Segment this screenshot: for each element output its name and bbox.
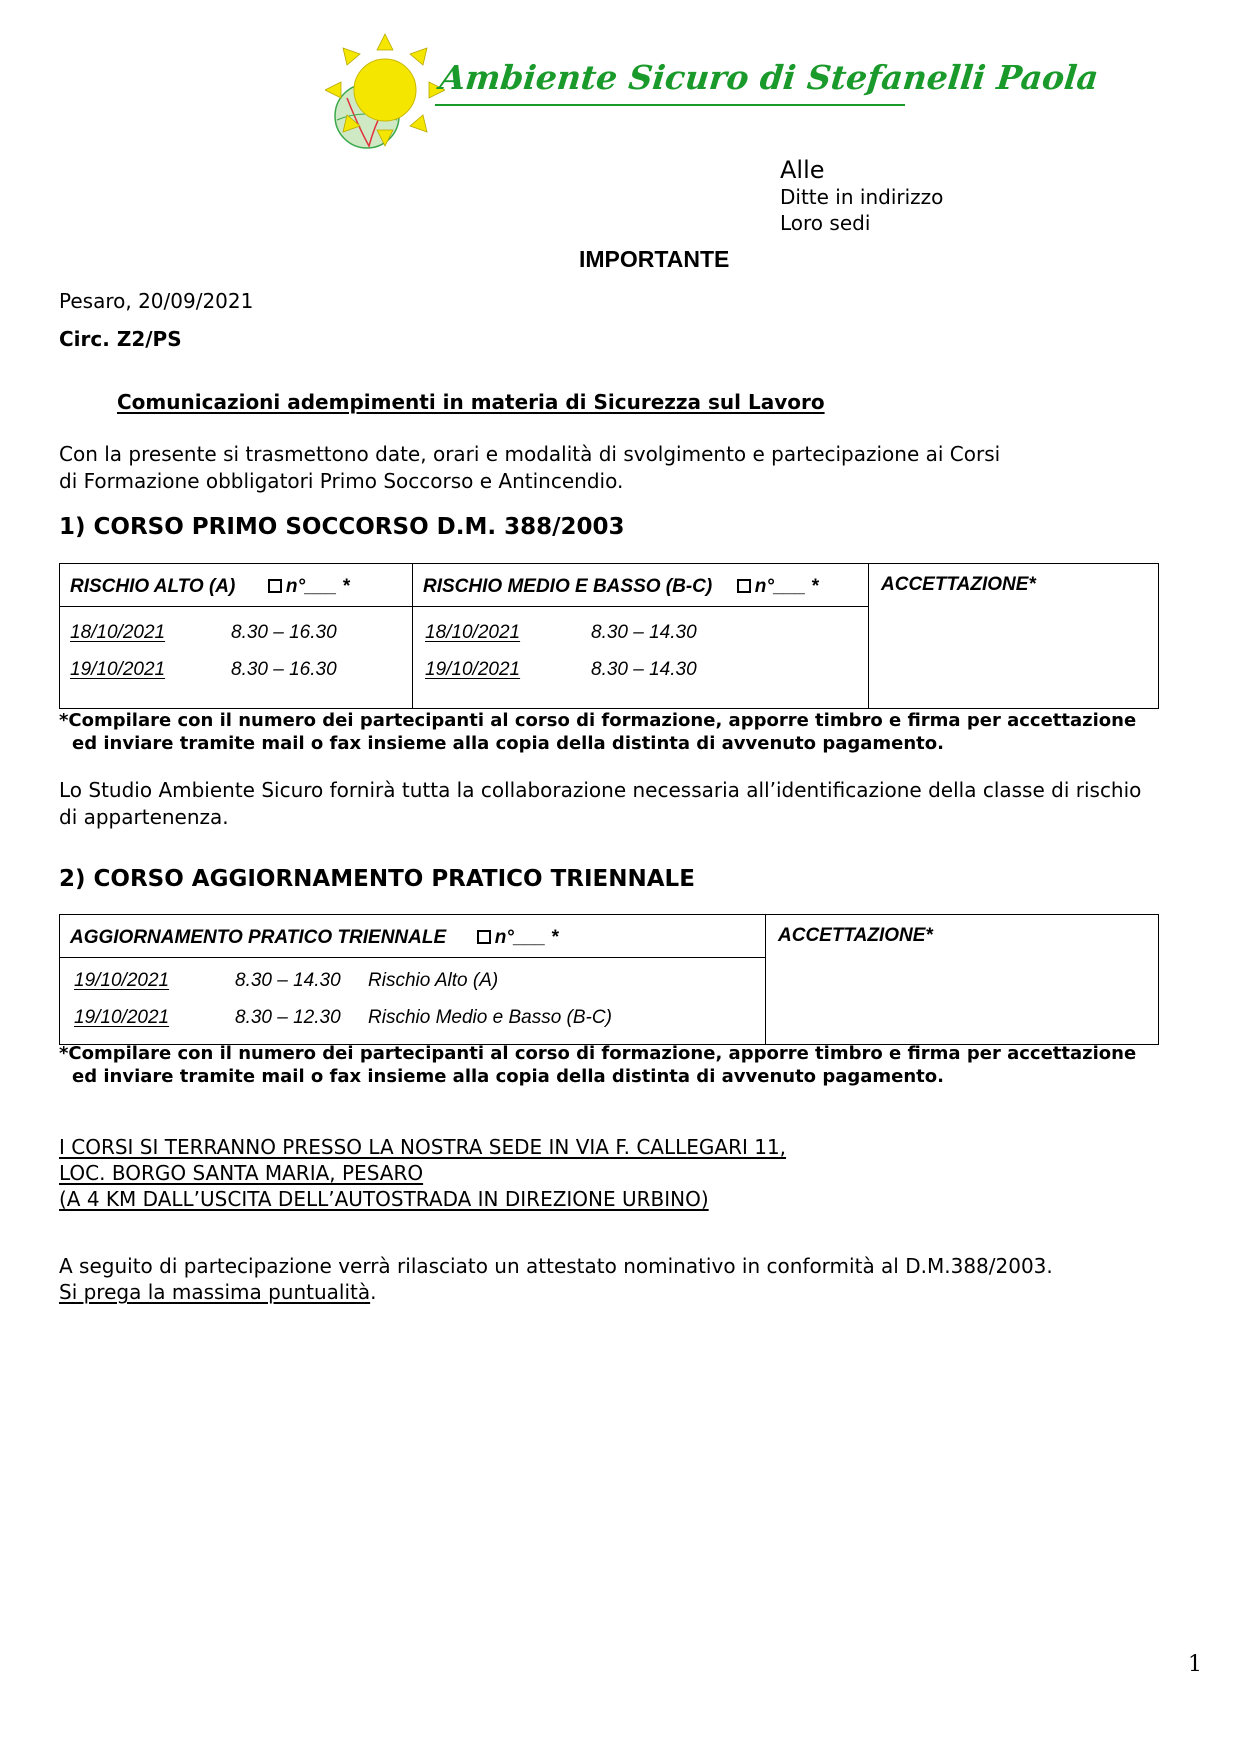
location-block — [59, 1134, 786, 1212]
studio-paragraph — [59, 777, 1141, 831]
col-b-date-2: 19/10/2021 — [425, 659, 521, 680]
intro-line-1: Con la presente si trasmettono date, orari e modalità di svolgimento e partecipazione ai Corsi — [59, 442, 1001, 466]
col-a-count[interactable]: n°___ * — [285, 576, 350, 597]
col-a-checkbox[interactable] — [268, 579, 282, 593]
acceptance-label-2: ACCETTAZIONE* — [778, 925, 933, 946]
section1-title: 1) CORSO PRIMO SOCCORSO D.M. 388/2003 — [59, 514, 625, 540]
col-a-date-2: 19/10/2021 — [70, 659, 166, 680]
sun-logo-icon — [325, 28, 445, 150]
acceptance-cell-2[interactable] — [766, 915, 1159, 1045]
acceptance-cell-1[interactable] — [869, 564, 1159, 709]
closing-line-2: Si prega la massima puntualità — [59, 1280, 371, 1304]
refresher-checkbox[interactable] — [477, 930, 491, 944]
closing-line-1: A seguito di partecipazione verrà rilasciato un attestato nominativo in conformità al D.M.388/2003. — [59, 1254, 1053, 1278]
refresher-desc-2: Rischio Medio e Basso (B-C) — [368, 1007, 612, 1028]
col-a-time-2: 8.30 – 16.30 — [231, 659, 337, 680]
circular-number: Circ. Z2/PS — [59, 327, 182, 351]
location-line-2: LOC. BORGO SANTA MARIA, PESARO — [59, 1161, 424, 1185]
section1-note — [59, 709, 1136, 755]
refresher-time-1: 8.30 – 14.30 — [235, 970, 341, 991]
refresher-desc-1: Rischio Alto (A) — [368, 970, 499, 991]
first-aid-table — [59, 563, 1159, 709]
acceptance-label-1: ACCETTAZIONE* — [881, 574, 1036, 595]
logo-underline — [435, 104, 905, 106]
section2-note-line-1: *Compilare con il numero dei partecipanti al corso di formazione, apporre timbro e firma per accettazione — [59, 1043, 1137, 1064]
refresher-dates-cell — [60, 958, 766, 1045]
section1-note-line-2: ed inviare tramite mail o fax insieme alla copia della distinta di avvenuto pagamento. — [72, 733, 944, 754]
col-b-date-1: 18/10/2021 — [425, 622, 521, 643]
col-b-time-2: 8.30 – 14.30 — [591, 659, 697, 680]
closing-period: . — [370, 1280, 377, 1304]
col-a-header: RISCHIO ALTO (A) — [70, 576, 236, 597]
col-a-header-cell — [60, 564, 413, 607]
important-heading: IMPORTANTE — [579, 246, 730, 272]
refresher-count[interactable]: n°___ * — [494, 927, 559, 948]
company-name: Ambiente Sicuro di Stefanelli Paola — [437, 58, 1101, 97]
col-a-date-1: 18/10/2021 — [70, 622, 166, 643]
col-b-header: RISCHIO MEDIO E BASSO (B-C) — [423, 576, 713, 597]
refresher-time-2: 8.30 – 12.30 — [235, 1007, 341, 1028]
col-b-time-1: 8.30 – 14.30 — [591, 622, 697, 643]
col-b-dates-cell — [413, 607, 869, 709]
studio-line-2: di appartenenza. — [59, 805, 229, 829]
section2-note-line-2: ed inviare tramite mail o fax insieme alla copia della distinta di avvenuto pagamento. — [72, 1066, 944, 1087]
refresher-table — [59, 914, 1159, 1045]
col-a-dates-cell — [60, 607, 413, 709]
section2-note — [59, 1042, 1136, 1088]
section2-title: 2) CORSO AGGIORNAMENTO PRATICO TRIENNALE — [59, 866, 695, 892]
recipient-offices: Loro sedi — [780, 211, 871, 235]
closing-paragraph — [59, 1253, 1053, 1305]
recipient-block — [780, 156, 943, 236]
col-b-count[interactable]: n°___ * — [754, 576, 819, 597]
refresher-header-cell — [60, 915, 766, 958]
col-b-checkbox[interactable] — [737, 579, 751, 593]
page-number: 1 — [1188, 1652, 1202, 1677]
intro-paragraph — [59, 441, 1000, 495]
location-line-3: (A 4 KM DALL’USCITA DELL’AUTOSTRADA IN DIREZIONE URBINO) — [59, 1187, 709, 1211]
subject-line: Comunicazioni adempimenti in materia di Sicurezza sul Lavoro — [117, 390, 825, 414]
col-b-header-cell — [413, 564, 869, 607]
recipient-alle: Alle — [780, 156, 825, 184]
studio-line-1: Lo Studio Ambiente Sicuro fornirà tutta la collaborazione necessaria all’identificazione della classe di rischio — [59, 778, 1142, 802]
location-line-1: I CORSI SI TERRANNO PRESSO LA NOSTRA SEDE IN VIA F. CALLEGARI 11, — [59, 1135, 787, 1159]
intro-line-2: di Formazione obbligatori Primo Soccorso e Antincendio. — [59, 469, 624, 493]
refresher-header: AGGIORNAMENTO PRATICO TRIENNALE — [70, 927, 447, 948]
recipient-companies: Ditte in indirizzo — [780, 185, 944, 209]
refresher-date-1: 19/10/2021 — [74, 970, 170, 991]
company-logo — [325, 28, 1101, 150]
refresher-date-2: 19/10/2021 — [74, 1007, 170, 1028]
section1-note-line-1: *Compilare con il numero dei partecipanti al corso di formazione, apporre timbro e firma per accettazione — [59, 710, 1137, 731]
col-a-time-1: 8.30 – 16.30 — [231, 622, 337, 643]
place-date: Pesaro, 20/09/2021 — [59, 289, 254, 313]
